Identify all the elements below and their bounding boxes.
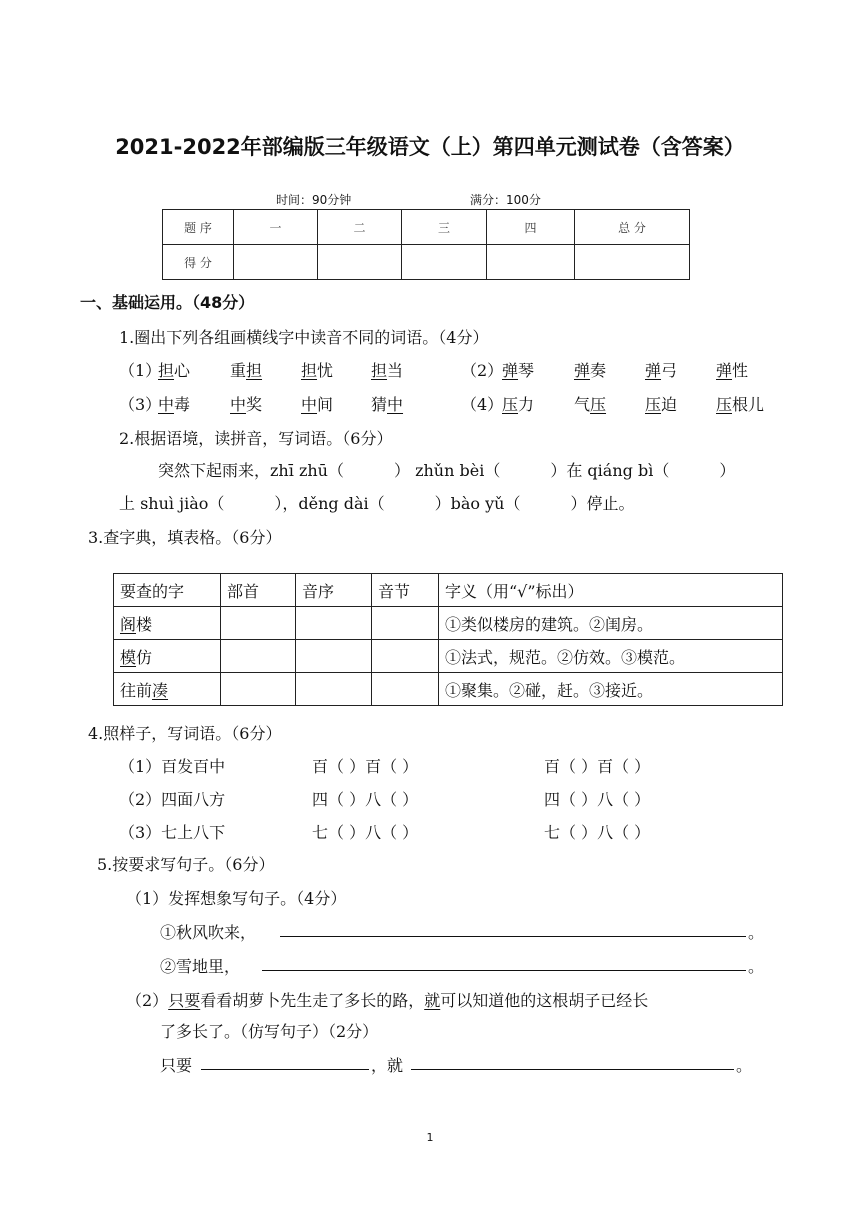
score-table — [162, 209, 690, 280]
q5-sub-2-cont: 了多长了。（仿写句子）（2分） — [160, 1022, 379, 1041]
dict-meaning[interactable]: ①聚集。②碰，赶。③接近。 — [439, 673, 783, 706]
dict-answer-cell[interactable] — [372, 673, 439, 706]
q4-example: （3）七上八下 — [119, 823, 226, 842]
q1-word: 压根儿 — [716, 395, 765, 414]
q1-word: 压力 — [502, 395, 535, 414]
q5-fill-mid: ，就 — [371, 1056, 404, 1075]
question-4-prompt: 4.照样子，写词语。（6分） — [88, 724, 282, 743]
dict-word: 阁楼 — [114, 607, 221, 640]
q1-word: 担当 — [371, 361, 404, 380]
dict-answer-cell[interactable] — [296, 640, 372, 673]
question-2-prompt: 2.根据语境，读拼音，写词语。（6分） — [119, 429, 393, 448]
q1-word: 中毒 — [158, 395, 191, 414]
q4-blank-pattern[interactable]: 百（ ）百（ ） — [312, 757, 419, 776]
dict-answer-cell[interactable] — [221, 673, 296, 706]
dict-header: 字义（用“√”标出） — [439, 574, 783, 607]
dict-header: 音节 — [372, 574, 439, 607]
q1-group-4-label: （4） — [461, 395, 504, 414]
dict-answer-cell[interactable] — [296, 607, 372, 640]
dict-answer-cell[interactable] — [221, 607, 296, 640]
question-3-prompt: 3.查字典，填表格。（6分） — [88, 528, 282, 547]
dict-meaning[interactable]: ①法式，规范。②仿效。③模范。 — [439, 640, 783, 673]
full-score: 满分：100分 — [470, 193, 541, 207]
answer-line[interactable] — [280, 918, 746, 937]
answer-line[interactable] — [411, 1051, 734, 1070]
q4-blank-pattern[interactable]: 百（ ）百（ ） — [544, 757, 651, 776]
dict-word: 模仿 — [114, 640, 221, 673]
q2-pinyin-line-1: 突然下起雨来，zhī zhū（ ） zhǔn bèi（ ）在 qiáng bì（ ） — [158, 461, 736, 480]
q1-word: 担心 — [158, 361, 191, 380]
q1-word: 中奖 — [230, 395, 263, 414]
q1-word: 弹弓 — [645, 361, 678, 380]
question-5-prompt: 5.按要求写句子。（6分） — [97, 855, 275, 874]
q1-group-3-label: （3） — [119, 395, 162, 414]
page-number: 1 — [426, 1131, 434, 1144]
q5-sentence-2: ②雪地里， — [160, 957, 241, 976]
q4-example: （2）四面八方 — [119, 790, 226, 809]
q4-blank-pattern[interactable]: 四（ ）八（ ） — [544, 790, 651, 809]
q1-word: 弹琴 — [502, 361, 535, 380]
period: 。 — [748, 923, 765, 942]
q1-word: 压迫 — [645, 395, 678, 414]
page-title: 2021-2022年部编版三年级语文（上）第四单元测试卷（含答案） — [115, 135, 745, 159]
q4-blank-pattern[interactable]: 七（ ）八（ ） — [312, 823, 419, 842]
dict-header: 部首 — [221, 574, 296, 607]
score-cell[interactable] — [402, 245, 487, 280]
answer-line[interactable] — [201, 1051, 369, 1070]
dict-answer-cell[interactable] — [372, 607, 439, 640]
score-header-cell: 一 — [234, 210, 318, 245]
q4-example: （1）百发百中 — [119, 757, 226, 776]
score-cell[interactable] — [575, 245, 690, 280]
dict-answer-cell[interactable] — [372, 640, 439, 673]
q4-blank-pattern[interactable]: 四（ ）八（ ） — [312, 790, 419, 809]
dict-header: 音序 — [296, 574, 372, 607]
score-row-label: 得 分 — [163, 245, 234, 280]
q2-pinyin-line-2: 上 shuì jiào（ ），děng dài（ ）bào yǔ（ ）停止。 — [119, 494, 635, 513]
q5-sentence-1: ①秋风吹来， — [160, 923, 257, 942]
score-cell[interactable] — [234, 245, 318, 280]
q1-word: 重担 — [230, 361, 263, 380]
score-cell[interactable] — [318, 245, 402, 280]
section-heading: 一、基础运用。（48分） — [80, 293, 255, 312]
dict-header: 要查的字 — [114, 574, 221, 607]
q1-word: 猜中 — [371, 395, 404, 414]
q1-word: 担忧 — [301, 361, 334, 380]
answer-line[interactable] — [262, 952, 746, 971]
dict-meaning[interactable]: ①类似楼房的建筑。②闺房。 — [439, 607, 783, 640]
q1-word: 弹奏 — [574, 361, 607, 380]
exam-time: 时间：90分钟 — [276, 193, 352, 207]
score-cell[interactable] — [487, 245, 575, 280]
period: 。 — [736, 1056, 753, 1075]
score-header-cell: 总 分 — [575, 210, 690, 245]
q1-word: 中间 — [301, 395, 334, 414]
score-header-cell: 四 — [487, 210, 575, 245]
q5-sub-1: （1）发挥想象写句子。（4分） — [126, 889, 347, 908]
dict-answer-cell[interactable] — [221, 640, 296, 673]
score-header-cell: 三 — [402, 210, 487, 245]
question-1-prompt: 1.圈出下列各组画横线字中读音不同的词语。（4分） — [119, 328, 489, 347]
q5-sub-2: （2）只要看看胡萝卜先生走了多长的路，就可以知道他的这根胡子已经长 — [126, 991, 649, 1010]
period: 。 — [748, 957, 765, 976]
q4-blank-pattern[interactable]: 七（ ）八（ ） — [544, 823, 651, 842]
dict-word: 往前凑 — [114, 673, 221, 706]
q1-group-1-label: （1） — [119, 361, 162, 380]
q1-word: 气压 — [574, 395, 607, 414]
q1-word: 弹性 — [716, 361, 749, 380]
score-header-cell: 二 — [318, 210, 402, 245]
dictionary-table — [113, 573, 783, 706]
q1-group-2-label: （2） — [461, 361, 504, 380]
q5-fill-prefix: 只要 — [160, 1056, 193, 1075]
score-header-cell: 题 序 — [163, 210, 234, 245]
dict-answer-cell[interactable] — [296, 673, 372, 706]
